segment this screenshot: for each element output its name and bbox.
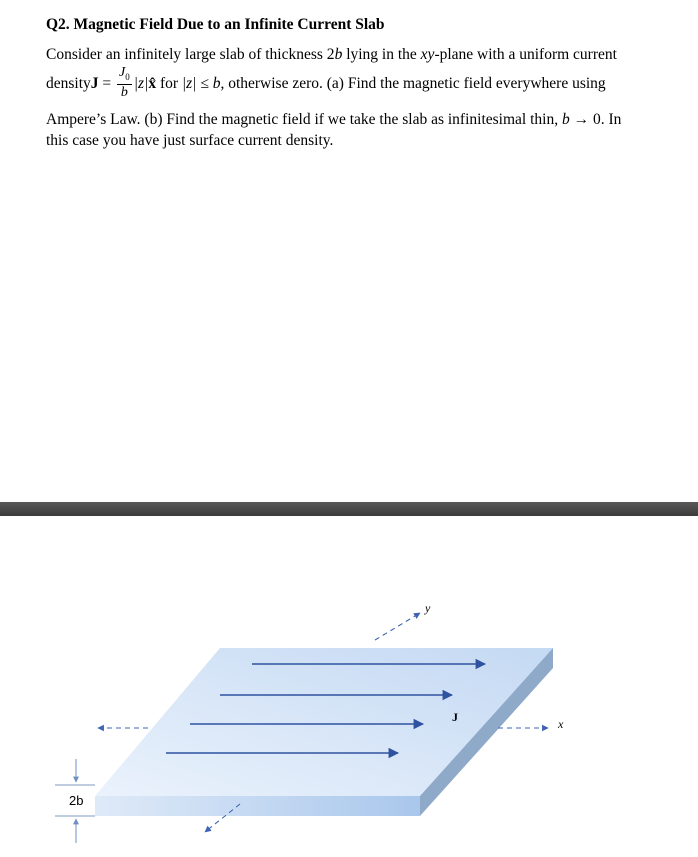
question-line-2: density J = $\frac{J_0}{b}$ |z| x̂ for |z| ≤ b , otherwise zero. (a) Find the magnetic field everywhere using: [46, 65, 606, 100]
abs-z: |z|: [133, 74, 149, 92]
question-title: Q2. Magnetic Field Due to an Infinite Current Slab: [46, 16, 385, 33]
slab-top-face: [95, 648, 553, 796]
question-block: [46, 15, 658, 151]
slab-diagram: [0, 516, 698, 852]
question-line-3: Ampere’s Law. (b) Find the magnetic field if we take the slab as infinitesimal thin, b → 0. In: [46, 111, 622, 128]
page-divider: [0, 502, 698, 516]
question-line-4: this case you have just surface current density.: [46, 132, 334, 149]
y-axis-upper: [375, 613, 420, 640]
fraction-j0-over-b: $\frac{J_0}{b}$: [119, 65, 130, 100]
current-density-symbol: J: [90, 74, 99, 92]
thickness-label: 2b: [69, 793, 84, 808]
slab-figure: [0, 516, 698, 852]
x-axis-label: x: [558, 717, 564, 731]
slab-front-face: [95, 796, 420, 816]
condition: |z| ≤ b: [181, 74, 221, 92]
current-label: J: [452, 710, 458, 724]
y-axis-label: y: [425, 601, 431, 615]
question-line-1: Consider an infinitely large slab of thickness 2b lying in the xy-plane with a uniform current: [46, 46, 617, 63]
x-hat: x̂: [148, 74, 157, 92]
